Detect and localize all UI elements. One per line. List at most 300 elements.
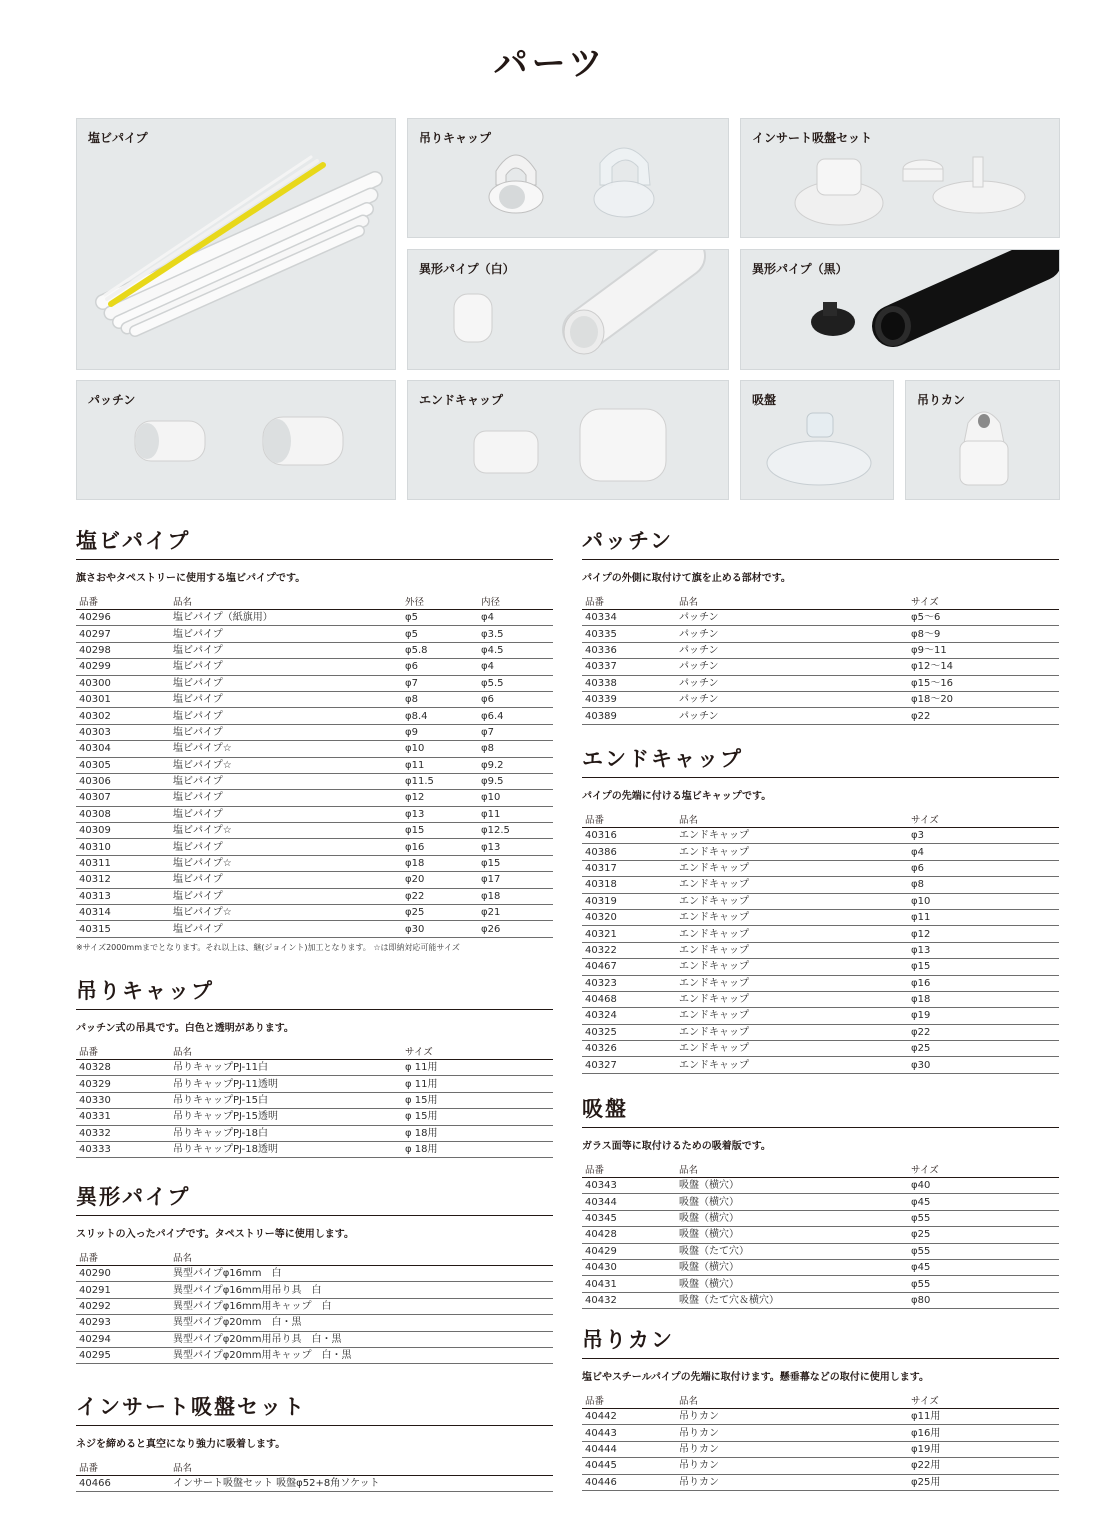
table-cell: φ80 xyxy=(908,1292,1059,1308)
table-row xyxy=(582,1243,1059,1259)
table-cell: φ10 xyxy=(402,741,478,757)
section-end-cap xyxy=(582,746,1059,1074)
table-cell: 40345 xyxy=(582,1210,676,1226)
table-cell: 塩ビパイプ xyxy=(170,921,402,937)
table-cell: エンドキャップ xyxy=(676,909,908,925)
table-cell: φ22用 xyxy=(908,1458,1059,1474)
table-cell: 塩ビパイプ xyxy=(170,642,402,658)
table-cell: φ16 xyxy=(908,975,1059,991)
table-cell: φ6 xyxy=(908,860,1059,876)
table-row xyxy=(582,675,1059,691)
table-cell: 40332 xyxy=(76,1125,170,1141)
table-cell: φ 18用 xyxy=(402,1125,553,1141)
table-cell: φ7 xyxy=(478,724,553,740)
table-cell: φ26 xyxy=(478,921,553,937)
table-cell: 40299 xyxy=(76,659,170,675)
table-cell: φ4 xyxy=(478,659,553,675)
table-cell: 吊りカン xyxy=(676,1458,908,1474)
tile-label: 吊りカン xyxy=(917,393,966,407)
table-cell: φ21 xyxy=(478,905,553,921)
section-title: 異形パイプ xyxy=(76,1184,553,1216)
table-cell: エンドキャップ xyxy=(676,1057,908,1073)
table-cell: 40386 xyxy=(582,844,676,860)
table-cell: 塩ビパイプ xyxy=(170,626,402,642)
table-row xyxy=(582,708,1059,724)
table-cell: φ5.5 xyxy=(478,675,553,691)
tile-end-cap xyxy=(407,380,729,500)
table-cell: φ5 xyxy=(402,610,478,626)
table-cell: φ16用 xyxy=(908,1425,1059,1441)
section-description: スリットの入ったパイプです。タペストリー等に使用します。 xyxy=(76,1229,354,1240)
tile-patchin xyxy=(76,380,396,500)
table-cell: 吸盤（横穴） xyxy=(676,1210,908,1226)
table-cell: 40326 xyxy=(582,1041,676,1057)
table-cell: 40331 xyxy=(76,1109,170,1125)
col-header: 外径 xyxy=(402,597,478,610)
tile-label: 吊りキャップ xyxy=(419,131,492,145)
table-cell: φ5.8 xyxy=(402,642,478,658)
table-cell: φ12.5 xyxy=(478,823,553,839)
table-cell: φ 11用 xyxy=(402,1076,553,1092)
table-cell: 異型パイプφ16mm 白 xyxy=(170,1266,553,1282)
table-row xyxy=(76,741,553,757)
table-cell: φ9 xyxy=(402,724,478,740)
tile-label: インサート吸盤セット xyxy=(752,131,873,145)
col-header: 品名 xyxy=(676,597,908,610)
table-cell: 40330 xyxy=(76,1092,170,1108)
table-row xyxy=(76,1141,553,1157)
table-cell: φ13 xyxy=(402,806,478,822)
table-row xyxy=(76,1476,553,1492)
table-row xyxy=(76,905,553,921)
table-cell: φ11用 xyxy=(908,1409,1059,1425)
col-header: 品番 xyxy=(76,597,170,610)
table-row xyxy=(582,828,1059,844)
table-cell: パッチン xyxy=(676,691,908,707)
table-cell: 塩ビパイプ xyxy=(170,691,402,707)
table-row xyxy=(582,1024,1059,1040)
table-row xyxy=(76,839,553,855)
section-sucker xyxy=(582,1096,1059,1309)
table-cell: 40344 xyxy=(582,1194,676,1210)
table-cell: φ55 xyxy=(908,1243,1059,1259)
table-cell: エンドキャップ xyxy=(676,1024,908,1040)
table-row xyxy=(582,1227,1059,1243)
table-row xyxy=(582,844,1059,860)
table-cell: φ8 xyxy=(478,741,553,757)
table-cell: 40322 xyxy=(582,942,676,958)
profile-black-image xyxy=(741,250,1060,370)
table-row xyxy=(76,1347,553,1363)
table-cell: 40311 xyxy=(76,855,170,871)
section-title: 吸盤 xyxy=(582,1096,1059,1128)
table-cell: φ 11用 xyxy=(402,1060,553,1076)
tile-pvc-pipe xyxy=(76,118,396,370)
section-title: 吊りキャップ xyxy=(76,978,553,1010)
table-cell: 40334 xyxy=(582,610,676,626)
table-row xyxy=(582,1259,1059,1275)
table-row xyxy=(582,626,1059,642)
table-row xyxy=(76,790,553,806)
table-cell: φ22 xyxy=(908,708,1059,724)
col-header: 品番 xyxy=(76,1253,170,1266)
section-title: 塩ビパイプ xyxy=(76,528,553,560)
table-cell: 吸盤（横穴） xyxy=(676,1194,908,1210)
patchin-image xyxy=(77,381,396,500)
table-cell: 40319 xyxy=(582,893,676,909)
table-row xyxy=(582,1441,1059,1457)
page-title: パーツ xyxy=(493,44,607,84)
table-cell: 40389 xyxy=(582,708,676,724)
table-cell: φ45 xyxy=(908,1259,1059,1275)
table-cell: φ6.4 xyxy=(478,708,553,724)
table-cell: 吊りキャップPJ-18白 xyxy=(170,1125,402,1141)
table-cell: エンドキャップ xyxy=(676,877,908,893)
section-hanging-cap xyxy=(76,978,553,1158)
section-description: ネジを締めると真空になり強力に吸着します。 xyxy=(76,1439,286,1450)
tile-label: 異形パイプ（白） xyxy=(419,262,515,276)
sucker-image xyxy=(741,381,894,500)
table-row xyxy=(76,626,553,642)
tile-insert-set xyxy=(740,118,1060,238)
tile-hanger xyxy=(905,380,1060,500)
table-cell: φ4 xyxy=(478,610,553,626)
table-cell: 塩ビパイプ☆ xyxy=(170,757,402,773)
table-cell: 40429 xyxy=(582,1243,676,1259)
table-cell: 40336 xyxy=(582,642,676,658)
table-cell: φ12 xyxy=(402,790,478,806)
pvc-pipe-image xyxy=(77,119,396,370)
table-cell: φ55 xyxy=(908,1276,1059,1292)
table-row xyxy=(582,1474,1059,1490)
table-cell: 40325 xyxy=(582,1024,676,1040)
col-header: 品番 xyxy=(582,815,676,828)
table-row xyxy=(76,724,553,740)
table-cell: 吸盤（たて穴） xyxy=(676,1243,908,1259)
table-row xyxy=(582,942,1059,958)
table-cell: φ10 xyxy=(908,893,1059,909)
pvc-pipe-table xyxy=(76,597,553,938)
col-header: 品番 xyxy=(582,1165,676,1178)
table-cell: φ 18用 xyxy=(402,1141,553,1157)
table-cell: 40318 xyxy=(582,877,676,893)
section-description: パイプの先端に付ける塩ビキャップです。 xyxy=(582,791,772,802)
table-row xyxy=(76,659,553,675)
table-cell: 40315 xyxy=(76,921,170,937)
table-cell: φ30 xyxy=(908,1057,1059,1073)
col-header: 品名 xyxy=(170,1253,553,1266)
table-cell: 40316 xyxy=(582,828,676,844)
col-header: 品番 xyxy=(582,1396,676,1409)
table-cell: 塩ビパイプ xyxy=(170,790,402,806)
table-cell: φ5 xyxy=(402,626,478,642)
table-row xyxy=(582,1041,1059,1057)
table-cell: φ12 xyxy=(908,926,1059,942)
table-cell: φ11 xyxy=(478,806,553,822)
table-cell: 40468 xyxy=(582,991,676,1007)
table-cell: φ15 xyxy=(908,959,1059,975)
table-cell: φ18 xyxy=(908,991,1059,1007)
table-body xyxy=(76,610,553,938)
table-cell: 40321 xyxy=(582,926,676,942)
table-cell: 40335 xyxy=(582,626,676,642)
table-row xyxy=(76,1266,553,1282)
table-cell: φ7 xyxy=(402,675,478,691)
table-cell: 40467 xyxy=(582,959,676,975)
table-cell: 40293 xyxy=(76,1315,170,1331)
table-cell: パッチン xyxy=(676,642,908,658)
table-cell: φ18〜20 xyxy=(908,691,1059,707)
section-description: 塩ビやスチールパイプの先端に取付けます。懸垂幕などの取付に使用します。 xyxy=(582,1372,929,1383)
table-cell: 塩ビパイプ☆ xyxy=(170,855,402,871)
table-cell: φ17 xyxy=(478,872,553,888)
section-patchin xyxy=(582,528,1059,725)
col-header: 品名 xyxy=(676,1165,908,1178)
table-cell: 40295 xyxy=(76,1347,170,1363)
table-cell: φ19 xyxy=(908,1008,1059,1024)
col-header: 品名 xyxy=(170,1463,553,1476)
table-row xyxy=(76,1092,553,1108)
table-cell: φ12〜14 xyxy=(908,659,1059,675)
table-body xyxy=(582,1409,1059,1491)
table-cell: 吸盤（横穴） xyxy=(676,1227,908,1243)
table-cell: 40338 xyxy=(582,675,676,691)
table-row xyxy=(76,708,553,724)
section-description: パッチン式の吊具です。白色と透明があります。 xyxy=(76,1023,294,1034)
table-cell: インサート吸盤セット 吸盤φ52+8角ソケット xyxy=(170,1476,553,1492)
table-row xyxy=(76,610,553,626)
table-body xyxy=(582,610,1059,725)
table-cell: 塩ビパイプ xyxy=(170,659,402,675)
table-cell: 塩ビパイプ xyxy=(170,675,402,691)
table-cell: エンドキャップ xyxy=(676,1041,908,1057)
table-cell: 40339 xyxy=(582,691,676,707)
table-cell: 吊りカン xyxy=(676,1409,908,1425)
table-cell: 40309 xyxy=(76,823,170,839)
table-cell: φ9〜11 xyxy=(908,642,1059,658)
table-cell: 40291 xyxy=(76,1282,170,1298)
col-header: サイズ xyxy=(908,597,1059,610)
table-cell: エンドキャップ xyxy=(676,959,908,975)
table-cell: 40324 xyxy=(582,1008,676,1024)
table-cell: φ16 xyxy=(402,839,478,855)
table-cell: 40444 xyxy=(582,1441,676,1457)
table-row xyxy=(582,1409,1059,1425)
section-title: インサート吸盤セット xyxy=(76,1394,553,1426)
table-cell: φ25用 xyxy=(908,1474,1059,1490)
section-hanger xyxy=(582,1327,1059,1491)
table-cell: φ18 xyxy=(402,855,478,871)
table-row xyxy=(582,1008,1059,1024)
end-cap-image xyxy=(408,381,729,500)
table-cell: 塩ビパイプ xyxy=(170,773,402,789)
tile-label: 吸盤 xyxy=(752,393,777,407)
table-row xyxy=(582,659,1059,675)
col-header: 品番 xyxy=(76,1047,170,1060)
table-cell: 吸盤（横穴） xyxy=(676,1259,908,1275)
section-profile-pipe xyxy=(76,1184,553,1364)
table-cell: 吊りキャップPJ-18透明 xyxy=(170,1141,402,1157)
table-cell: 40320 xyxy=(582,909,676,925)
table-cell: 40300 xyxy=(76,675,170,691)
hanger-image xyxy=(906,381,1060,500)
table-row xyxy=(582,959,1059,975)
table-row xyxy=(582,642,1059,658)
table-cell: エンドキャップ xyxy=(676,893,908,909)
table-cell: 塩ビパイプ☆ xyxy=(170,741,402,757)
table-row xyxy=(582,926,1059,942)
table-row xyxy=(582,691,1059,707)
table-cell: 40304 xyxy=(76,741,170,757)
profile-white-image xyxy=(408,250,729,370)
table-row xyxy=(76,806,553,822)
table-row xyxy=(582,1178,1059,1194)
table-row xyxy=(582,877,1059,893)
table-cell: 吊りキャップPJ-11透明 xyxy=(170,1076,402,1092)
tile-hanging-cap xyxy=(407,118,729,238)
table-row xyxy=(582,1458,1059,1474)
table-row xyxy=(76,872,553,888)
table-cell: 塩ビパイプ xyxy=(170,888,402,904)
table-cell: 40337 xyxy=(582,659,676,675)
patchin-table xyxy=(582,597,1059,725)
table-cell: 40466 xyxy=(76,1476,170,1492)
table-cell: 40312 xyxy=(76,872,170,888)
col-header: 品名 xyxy=(676,815,908,828)
table-cell: 40333 xyxy=(76,1141,170,1157)
table-cell: φ9.2 xyxy=(478,757,553,773)
table-cell: 40314 xyxy=(76,905,170,921)
col-header: サイズ xyxy=(908,1165,1059,1178)
table-cell: 40432 xyxy=(582,1292,676,1308)
section-title: パッチン xyxy=(582,528,1059,560)
table-cell: 40442 xyxy=(582,1409,676,1425)
table-cell: φ11 xyxy=(908,909,1059,925)
table-cell: 40294 xyxy=(76,1331,170,1347)
hanging-cap-image xyxy=(408,119,729,238)
table-cell: φ13 xyxy=(478,839,553,855)
table-cell: φ4.5 xyxy=(478,642,553,658)
table-cell: 異型パイプφ16mm用吊り具 白 xyxy=(170,1282,553,1298)
table-row xyxy=(582,991,1059,1007)
table-cell: 吊りキャップPJ-11白 xyxy=(170,1060,402,1076)
table-row xyxy=(582,1425,1059,1441)
table-cell: 40446 xyxy=(582,1474,676,1490)
table-body xyxy=(76,1060,553,1158)
col-header: 品名 xyxy=(170,1047,402,1060)
tile-label: パッチン xyxy=(88,393,136,407)
table-row xyxy=(582,860,1059,876)
table-cell: 40323 xyxy=(582,975,676,991)
tile-profile-white xyxy=(407,249,729,370)
table-cell: 塩ビパイプ xyxy=(170,708,402,724)
table-cell: エンドキャップ xyxy=(676,844,908,860)
section-description: ガラス面等に取付けるための吸着版です。 xyxy=(582,1141,771,1152)
table-cell: 40310 xyxy=(76,839,170,855)
table-cell: φ9.5 xyxy=(478,773,553,789)
table-row xyxy=(76,1109,553,1125)
table-cell: パッチン xyxy=(676,610,908,626)
table-body xyxy=(76,1476,553,1492)
table-row xyxy=(582,1276,1059,1292)
table-cell: 40445 xyxy=(582,1458,676,1474)
table-cell: エンドキャップ xyxy=(676,926,908,942)
table-body xyxy=(582,1178,1059,1309)
table-cell: 40308 xyxy=(76,806,170,822)
table-row xyxy=(76,1060,553,1076)
table-cell: エンドキャップ xyxy=(676,991,908,1007)
table-cell: φ8 xyxy=(908,877,1059,893)
col-header: 内径 xyxy=(478,597,553,610)
table-row xyxy=(76,823,553,839)
table-cell: φ18 xyxy=(478,888,553,904)
table-cell: 塩ビパイプ xyxy=(170,839,402,855)
table-cell: 塩ビパイプ xyxy=(170,724,402,740)
table-cell: エンドキャップ xyxy=(676,1008,908,1024)
table-cell: 吊りカン xyxy=(676,1425,908,1441)
table-cell: エンドキャップ xyxy=(676,975,908,991)
table-row xyxy=(582,893,1059,909)
table-body xyxy=(76,1266,553,1364)
col-header: 品番 xyxy=(582,597,676,610)
table-cell: φ25 xyxy=(402,905,478,921)
table-row xyxy=(76,757,553,773)
table-row xyxy=(76,921,553,937)
table-row xyxy=(582,610,1059,626)
col-header: サイズ xyxy=(908,815,1059,828)
table-cell: 40317 xyxy=(582,860,676,876)
table-cell: φ30 xyxy=(402,921,478,937)
table-row xyxy=(582,1292,1059,1308)
table-cell: φ8.4 xyxy=(402,708,478,724)
table-cell: 塩ビパイプ（紙旗用） xyxy=(170,610,402,626)
section-pvc-pipe xyxy=(76,528,553,953)
table-cell: 塩ビパイプ☆ xyxy=(170,905,402,921)
col-header: 品番 xyxy=(76,1463,170,1476)
table-row xyxy=(76,1125,553,1141)
table-cell: 吸盤（たて穴＆横穴） xyxy=(676,1292,908,1308)
tile-label: エンドキャップ xyxy=(419,393,504,407)
table-cell: φ8〜9 xyxy=(908,626,1059,642)
hanger-table xyxy=(582,1396,1059,1491)
table-cell: 異型パイプφ16mm用キャップ 白 xyxy=(170,1298,553,1314)
table-cell: φ15 xyxy=(402,823,478,839)
table-row xyxy=(76,888,553,904)
section-insert-set xyxy=(76,1394,553,1492)
table-cell: φ55 xyxy=(908,1210,1059,1226)
table-cell: φ22 xyxy=(908,1024,1059,1040)
table-cell: φ3 xyxy=(908,828,1059,844)
tile-profile-black xyxy=(740,249,1060,370)
sucker-table xyxy=(582,1165,1059,1309)
table-row xyxy=(582,1194,1059,1210)
col-header: サイズ xyxy=(402,1047,553,1060)
table-cell: パッチン xyxy=(676,626,908,642)
table-cell: パッチン xyxy=(676,708,908,724)
table-cell: 40343 xyxy=(582,1178,676,1194)
profile-pipe-table xyxy=(76,1253,553,1364)
table-cell: 40298 xyxy=(76,642,170,658)
table-cell: φ4 xyxy=(908,844,1059,860)
table-cell: 40301 xyxy=(76,691,170,707)
table-cell: φ25 xyxy=(908,1227,1059,1243)
table-row xyxy=(76,1282,553,1298)
insert-set-table xyxy=(76,1463,553,1492)
table-cell: 40430 xyxy=(582,1259,676,1275)
table-cell: 40307 xyxy=(76,790,170,806)
table-cell: φ20 xyxy=(402,872,478,888)
table-cell: 40313 xyxy=(76,888,170,904)
